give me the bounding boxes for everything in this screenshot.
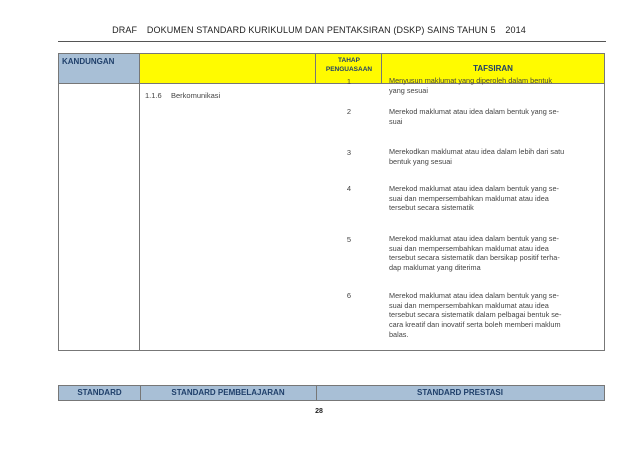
level-number: 4 xyxy=(346,184,352,193)
level-description: Merekod maklumat atau idea dalam bentuk yang se- suai dan mempersembahkan maklumat atau idea tersebut secara sistematik dan bersikap positif terha- dap maklumat yang diterima xyxy=(389,234,560,273)
level-description: Merekod maklumat atau idea dalam bentuk yang se- suai xyxy=(389,107,559,126)
level-description: Merekodkan maklumat atau idea dalam lebih dari satu bentuk yang sesuai xyxy=(389,147,565,166)
level-number: 1 xyxy=(346,77,352,86)
page-number: 28 xyxy=(315,408,323,415)
document-year: 2014 xyxy=(505,25,526,35)
tahap-header-line1: TAHAP xyxy=(338,57,360,64)
tafsiran-header: TAFSIRAN xyxy=(473,64,513,73)
level-description: Merekod maklumat atau idea dalam bentuk yang se- suai dan mempersembahkan maklumat atau idea tersebut secara sistematik xyxy=(389,184,559,213)
standard-column-label: STANDARD xyxy=(77,388,122,397)
kandungan-header: KANDUNGAN xyxy=(59,54,140,83)
prestasi-column-label: STANDARD PRESTASI xyxy=(417,388,503,397)
level-number: 6 xyxy=(346,291,352,300)
level-description: Merekod maklumat atau idea dalam bentuk yang se- suai dan mempersembahkan maklumat atau idea tersebut secara sistematik dalam pelbagai bentuk se- cara kreatif dan inovatif serta boleh memberi maklum balas. xyxy=(389,291,562,339)
document-header xyxy=(0,25,638,35)
document-title: DOKUMEN STANDARD KURIKULUM DAN PENTAKSIRAN (DSKP) SAINS TAHUN 5 xyxy=(146,25,496,35)
level-number: 2 xyxy=(346,107,352,116)
pembelajaran-column-label: STANDARD PEMBELAJARAN xyxy=(171,388,285,397)
header-rule xyxy=(58,41,606,42)
standard-label: Berkomunikasi xyxy=(171,91,221,100)
draft-label: DRAF xyxy=(112,25,138,35)
standard-code: 1.1.6 xyxy=(145,91,162,100)
column-divider xyxy=(139,54,140,350)
standard-columns-bar xyxy=(58,385,605,401)
performance-standard-table xyxy=(58,53,605,351)
tahap-header xyxy=(316,56,382,74)
tahap-header-line2: PENGUASAAN xyxy=(325,66,373,73)
level-description: Menyusun maklumat yang diperoleh dalam bentuk yang sesuai xyxy=(389,76,553,95)
level-number: 3 xyxy=(346,148,352,157)
level-number: 5 xyxy=(346,235,352,244)
